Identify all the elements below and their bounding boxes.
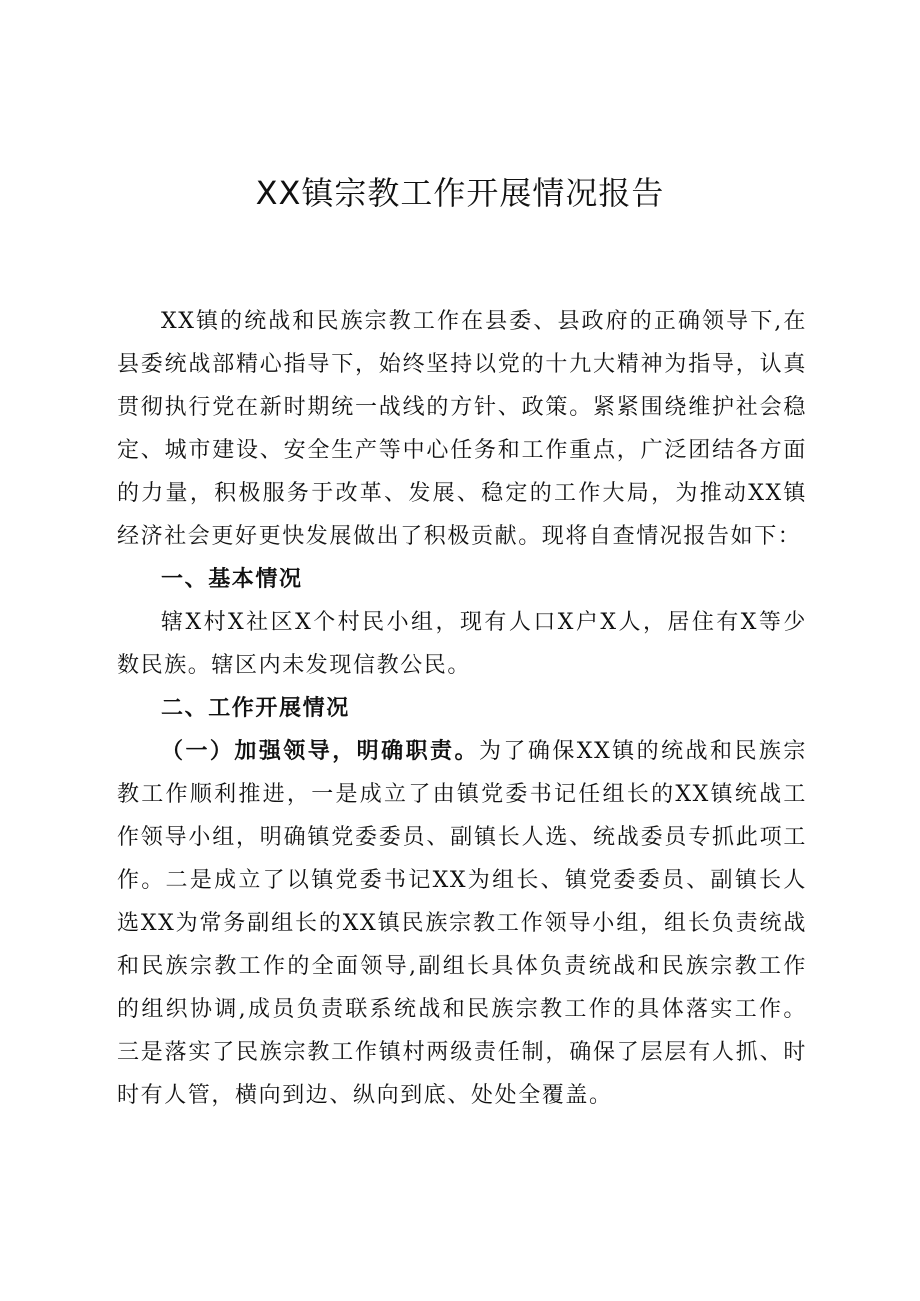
section-heading-work-progress: 二、工作开展情况 xyxy=(161,696,350,721)
document-title: XX镇宗教工作开展情况报告 xyxy=(255,174,665,212)
basic-info-paragraph: 辖X村X社区X个村民小组，现有人口X户X人，居住有X等少数民族。辖区内未发现信教公民。 xyxy=(117,610,807,678)
section-heading-basic-info: 一、基本情况 xyxy=(161,567,303,592)
leadership-lead: （一）加强领导，明确职责。 xyxy=(161,739,479,764)
document-body xyxy=(117,300,807,1117)
leadership-text: 为了确保XX镇的统战和民族宗教工作顺利推进，一是成立了由镇党委书记任组长的XX镇统战工作领导小组，明确镇党委委员、副镇长人选、统战委员专抓此项工作。二是成立了以镇党委书记XX为组长、镇党委委员、副镇长人选XX为常务副组长的XX镇民族宗教工作领导小组，组长负责统战和民族宗教工作的全面领导,副组长具体负责统战和民族宗教工作的组织协调,成员负责联系统战和民族宗教工作的具体落实工作。三是落实了民族宗教工作镇村两级责任制，确保了层层有人抓、时时有人管，横向到边、纵向到底、处处全覆盖。 xyxy=(117,739,807,1108)
intro-paragraph: XX镇的统战和民族宗教工作在县委、县政府的正确领导下,在县委统战部精心指导下，始终坚持以党的十九大精神为指导，认真贯彻执行党在新时期统一战线的方针、政策。紧紧围绕维护社会稳定、城市建设、安全生产等中心任务和工作重点，广泛团结各方面的力量，积极服务于改革、发展、稳定的工作大局，为推动XX镇经济社会更好更快发展做出了积极贡献。现将自查情况报告如下： xyxy=(117,309,807,549)
leadership-paragraph xyxy=(117,730,807,1117)
